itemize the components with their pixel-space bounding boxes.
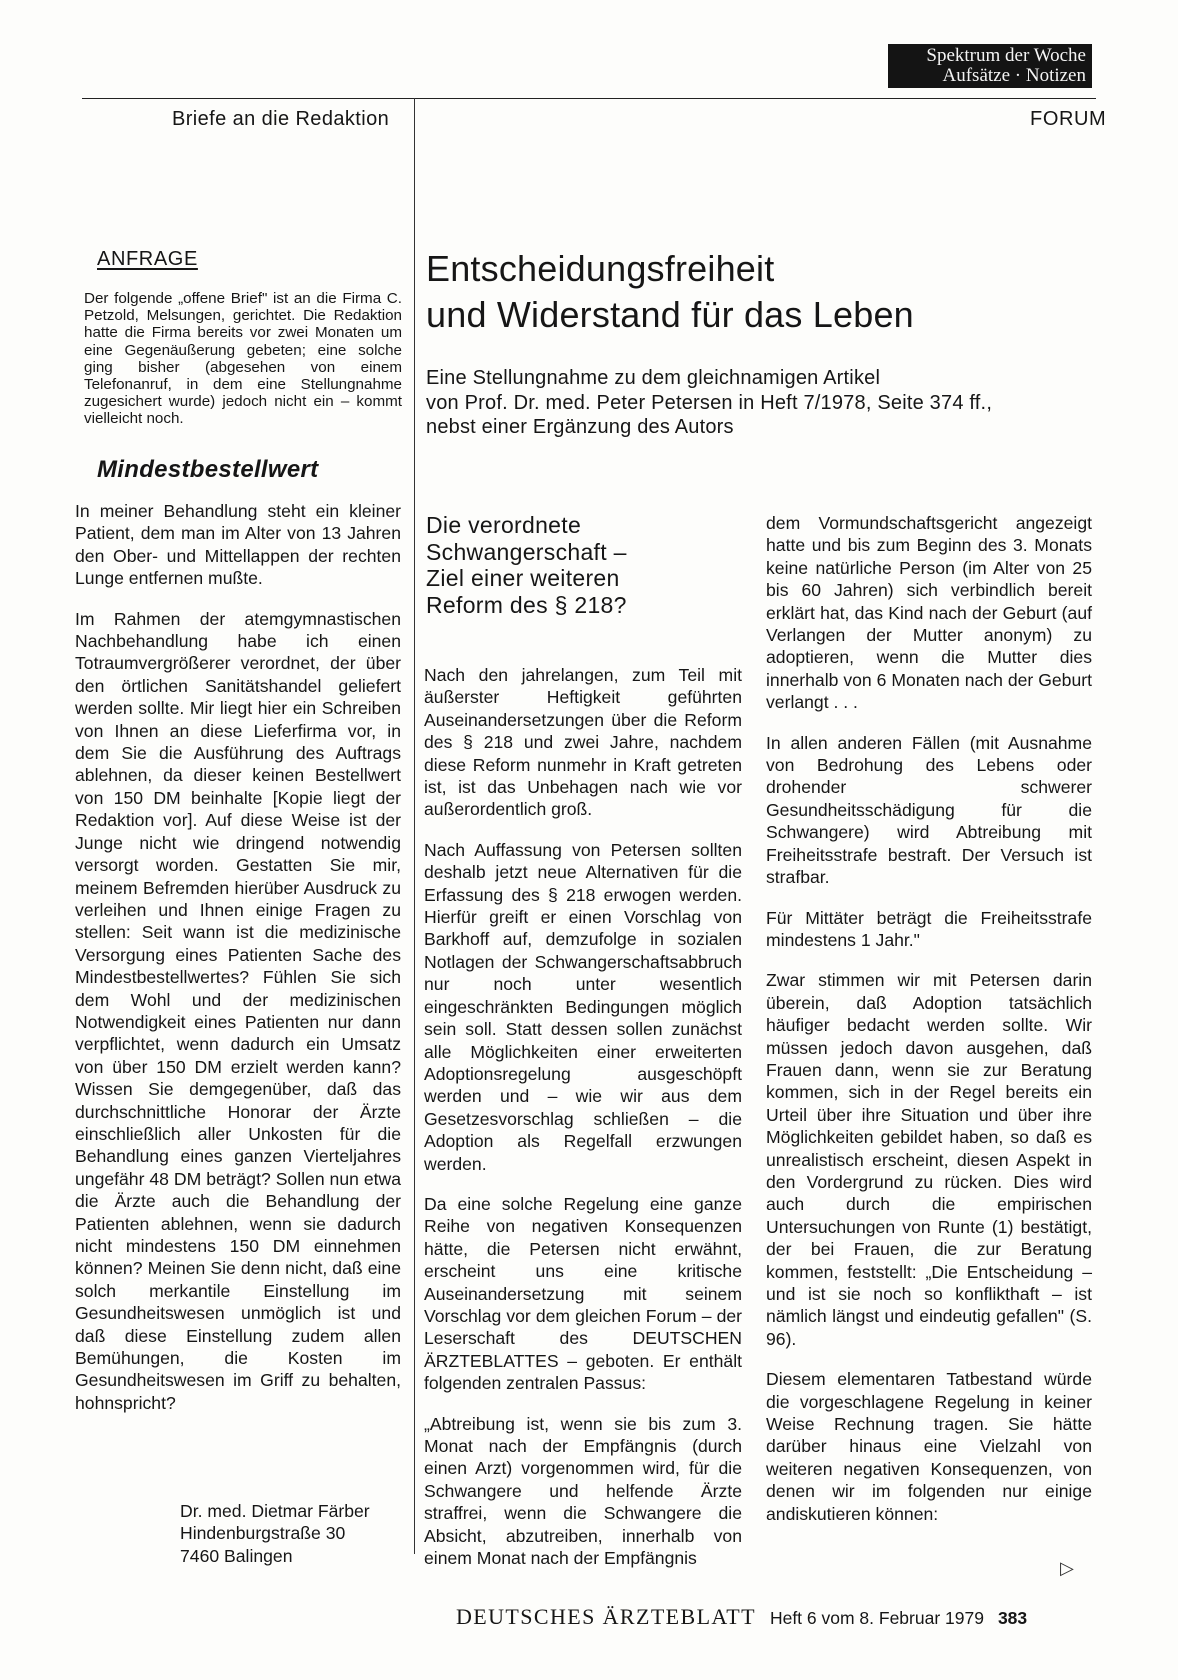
- letter-signature: [180, 1500, 370, 1567]
- article-deck: [426, 366, 992, 440]
- subhead-line-4: Reform des § 218?: [426, 591, 627, 618]
- article-paragraph: Nach Auffassung von Petersen sollten deshalb jetzt neue Alternativen für die Erfassung des § 218 erwogen werden. Hierfür greift er einen Vorschlag von Barkhoff auf, demzufolge in sozialen Notlagen der Schwangerschaftsabbruch nur noch unter wesentlich eingeschränkten Bedingungen möglich sein soll. Statt dessen sollen zunächst alle Möglichkeiten einer erweiterten Adoptionsregelung ausgeschöpft werden und – wie wir aus dem Gesetzesvorschlag schließen – die Adoption als Regelfall erzwungen werden.: [424, 839, 742, 1174]
- signature-name: Dr. med. Dietmar Färber: [180, 1501, 370, 1521]
- continued-arrow-icon: ▷: [1060, 1558, 1074, 1578]
- article-title-line-2: und Widerstand für das Leben: [426, 294, 914, 335]
- letter-paragraph: Im Rahmen der atemgymnastischen Nachbehandlung habe ich einen Totraumvergrößerer verordnet, der über den örtlichen Sanitätshandel geliefert werden sollte. Mir liegt hier ein Schreiben von Ihnen an diese Lieferfirma vor, in dem Sie die Ausführung des Auftrags ablehnen, da dieser keinen Bestellwert von 150 DM beinhalte [Kopie liegt der Redaktion vor]. Auf diese Weise ist der Junge nicht wie dringend notwendig versorgt worden. Gestatten Sie mir, meinem Befremden hierüber Ausdruck zu verleihen und Ihnen einige Fragen zu stellen: Seit wann ist die medizinische Versorgung eines Patienten Sache des Mindestbestellwertes? Fühlen Sie sich dem Wohl und der medizinischen Notwendigkeit eines Patienten nur dann verpflichtet, wenn dadurch ein Umsatz von über 150 DM erzielt werden kann? Wissen Sie demgegenüber, daß das durchschnittliche Honorar der Ärzte einschließlich aller Unkosten für die Behandlung eines ganzen Vierteljahres ungefähr 48 DM beträgt? Sollen nun etwa die Ärzte auch die Behandlung der Patienten ablehnen, wenn sie dadurch nicht mindestens 150 DM einnehmen können? Meinen Sie denn nicht, daß eine solch merkantile Einstellung im Gesundheitswesen unmöglich ist und daß diese Einstellung zudem allen Bemühungen, die Kosten im Gesundheitswesen im Griff zu behalten, hohnspricht?: [75, 608, 401, 1413]
- anfrage-heading: ANFRAGE: [97, 248, 198, 270]
- footer-page-number: 383: [997, 1608, 1028, 1628]
- article-quote-continued: dem Vormundschaftsgericht angezeigt hatte und bis zum Beginn des 3. Monats keine natürliche Person (im Alter von 25 bis 60 Jahren) sich verbindlich bereit erklärt hat, das Kind nach der Geburt (auf Verlangen der Mutter anonym) zu adoptieren, wenn die Mutter dies innerhalb von 6 Monaten nach der Geburt verlangt . . .: [766, 513, 1092, 713]
- subhead-line-2: Schwangerschaft –: [426, 538, 627, 565]
- section-badge-line-1: Spektrum der Woche: [926, 45, 1086, 66]
- signature-city: 7460 Balingen: [180, 1545, 293, 1566]
- signature-street: Hindenburgstraße 30: [180, 1523, 346, 1544]
- footer-journal: DEUTSCHES ÄRZTEBLATT: [456, 1604, 756, 1629]
- page-footer: [456, 1604, 1027, 1630]
- article-paragraph: Zwar stimmen wir mit Petersen darin überein, daß Adoption tatsächlich häufiger bedacht werden sollte. Wir müssen jedoch davon ausgehen, daß Frauen dann, wenn sie zur Beratung kommen, sich in der Regel bereits ein Urteil über ihre Situation und über ihre Möglichkeiten gebildet haben, so daß es unrealistisch erscheint, diesen Aspekt in den Vordergrund zu rücken. Dies wird auch durch die empirischen Untersuchungen von Runte (1) bestätigt, der bei Frauen, die zur Beratung kommen, feststellt: „Die Entscheidung – und ist sie noch so konflikthaft – ist nämlich längst und eindeutig gefallen" (S. 96).: [766, 970, 1092, 1349]
- subhead-line-1: Die verordnete: [426, 512, 582, 538]
- section-badge: [888, 44, 1092, 88]
- column-divider: [414, 98, 415, 1554]
- article-column-middle: [424, 664, 742, 1587]
- deck-line-2: von Prof. Dr. med. Peter Petersen in Heft 7/1978, Seite 374 ff.,: [426, 391, 993, 414]
- article-quote-continued: Für Mittäter beträgt die Freiheitsstrafe mindestens 1 Jahr.": [766, 907, 1092, 950]
- subhead-line-3: Ziel einer weiteren: [426, 565, 620, 591]
- article-quote: „Abtreibung ist, wenn sie bis zum 3. Monat nach der Empfängnis (durch einen Arzt) vorgenommen wird, für die Schwangere und helfende Ärzte straffrei, wenn die Schwangere die Absicht, abzutreiben, innerhalb von einem Monat nach der Empfängnis: [424, 1413, 742, 1569]
- header-rule: [82, 98, 1096, 99]
- article-quote-continued: In allen anderen Fällen (mit Ausnahme von Bedrohung des Lebens oder drohender schwerer Gesundheitsschädigung für die Schwangere) wird Abtreibung mit Freiheitsstrafe bestraft. Der Versuch ist strafbar.: [766, 732, 1092, 888]
- article-paragraph: Da eine solche Regelung eine ganze Reihe von negativen Konsequenzen hätte, die Petersen nicht erwähnt, erscheint uns eine kritische Auseinandersetzung mit seinem Vorschlag vor dem gleichen Forum – der Leserschaft des DEUTSCHEN ÄRZTEBLATTES – geboten. Er enthält folgenden zentralen Passus:: [424, 1193, 742, 1394]
- letter-paragraph: In meiner Behandlung steht ein kleiner Patient, dem man im Alter von 13 Jahren den Ober- und Mittellappen der rechten Lunge entfernen mußte.: [75, 501, 401, 589]
- footer-issue: Heft 6 vom 8. Februar 1979: [769, 1608, 984, 1628]
- article-paragraph: Nach den jahrelangen, zum Teil mit äußerster Heftigkeit geführten Auseinandersetzungen über die Reform des § 218 und zwei Jahre, nachdem diese Reform nunmehr in Kraft getreten ist, ist das Unbehagen nach wie vor außerordentlich groß.: [424, 665, 742, 820]
- article-title-line-1: Entscheidungsfreiheit: [426, 248, 775, 289]
- anfrage-text: Der folgende „offene Brief" ist an die Firma C. Petzold, Melsungen, gerichtet. Die Redaktion hatte die Firma bereits vor zwei Monaten um eine Gegenäußerung gebeten; eine solche ging bisher (abgesehen von einem Telefonanruf, in dem eine Stellungnahme zugesichert wurde) jedoch nicht ein – kommt vielleicht noch.: [84, 290, 402, 428]
- rubric-letters: Briefe an die Redaktion: [172, 108, 390, 130]
- rubric-forum: FORUM: [1030, 108, 1107, 130]
- deck-line-3: nebst einer Ergänzung des Autors: [426, 416, 734, 438]
- article-paragraph: Diesem elementaren Tatbestand würde die vorgeschlagene Regelung in keiner Weise Rechnung tragen. Sie hätte darüber hinaus eine Vielzahl von weiteren negativen Konsequenzen, von denen wir im folgenden nur einige andiskutieren können:: [766, 1369, 1092, 1524]
- section-badge-line-2: Aufsätze · Notizen: [942, 65, 1086, 86]
- article-column-right: [766, 512, 1092, 1543]
- letter-body: [75, 500, 401, 1432]
- article-title: [426, 246, 914, 338]
- letter-title: Mindestbestellwert: [97, 456, 319, 483]
- deck-line-1: Eine Stellungnahme zu dem gleichnamigen Artikel: [426, 367, 881, 389]
- article-subhead: [426, 512, 627, 618]
